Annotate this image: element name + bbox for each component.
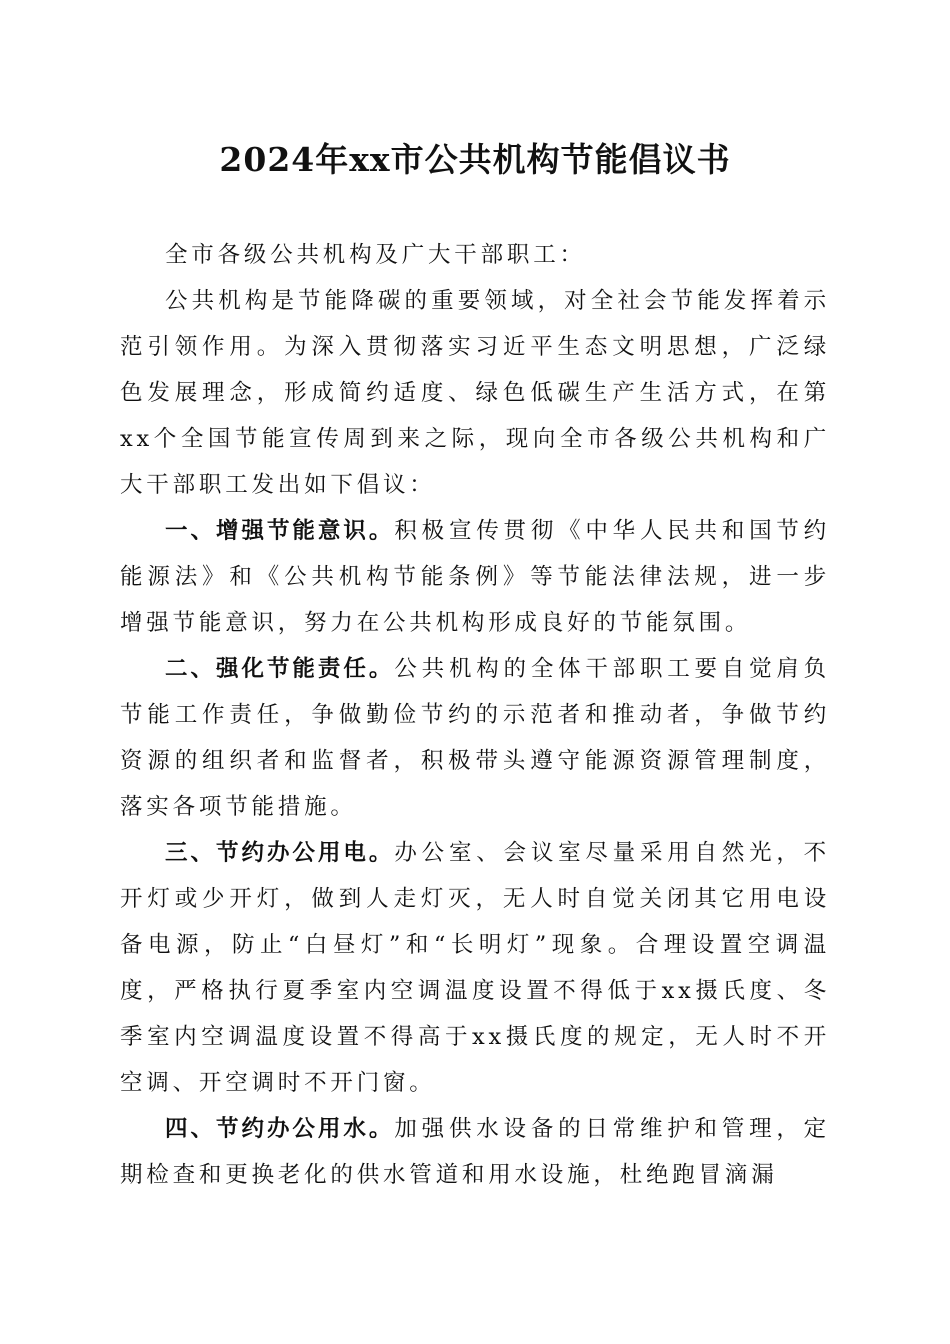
intro-paragraph: 公共机构是节能降碳的重要领域，对全社会节能发挥着示范引领作用。为深入贯彻落实习近平生态文明思想，广泛绿色发展理念，形成简约适度、绿色低碳生产生活方式，在第xx个全国节能宣传周到来之际，现向全市各级公共机构和广大干部职工发出如下倡议：	[120, 288, 830, 498]
section-heading-4: 四、节约办公用水。	[165, 1116, 395, 1142]
section-heading-1: 一、增强节能意识。	[165, 518, 395, 544]
section-paragraph-2	[120, 646, 830, 830]
section-heading-2: 二、强化节能责任。	[165, 656, 395, 682]
section-heading-3: 三、节约办公用电。	[165, 840, 395, 866]
section-paragraph-3	[120, 830, 830, 1106]
section-text-3: 办公室、会议室尽量采用自然光，不开灯或少开灯，做到人走灯灭，无人时自觉关闭其它用电设备电源，防止“白昼灯”和“长明灯”现象。合理设置空调温度，严格执行夏季室内空调温度设置不得低于xx摄氏度、冬季室内空调温度设置不得高于xx摄氏度的规定，无人时不开空调、开空调时不开门窗。	[120, 840, 830, 1096]
section-paragraph-1	[120, 508, 830, 646]
section-text-4: 加强供水设备的日常维护和管理，定期检查和更换老化的供水管道和用水设施，杜绝跑冒滴漏	[120, 1116, 830, 1188]
document-title: 2024年xx市公共机构节能倡议书	[219, 140, 731, 179]
salutation: 全市各级公共机构及广大干部职工：	[165, 242, 586, 268]
document-body	[120, 232, 830, 1198]
section-paragraph-4	[120, 1106, 830, 1198]
section-text-1: 积极宣传贯彻《中华人民共和国节约能源法》和《公共机构节能条例》等节能法律法规，进一步增强节能意识，努力在公共机构形成良好的节能氛围。	[120, 518, 830, 636]
section-text-2: 公共机构的全体干部职工要自觉肩负节能工作责任，争做勤俭节约的示范者和推动者，争做节约资源的组织者和监督者，积极带头遵守能源资源管理制度，落实各项节能措施。	[120, 656, 830, 820]
